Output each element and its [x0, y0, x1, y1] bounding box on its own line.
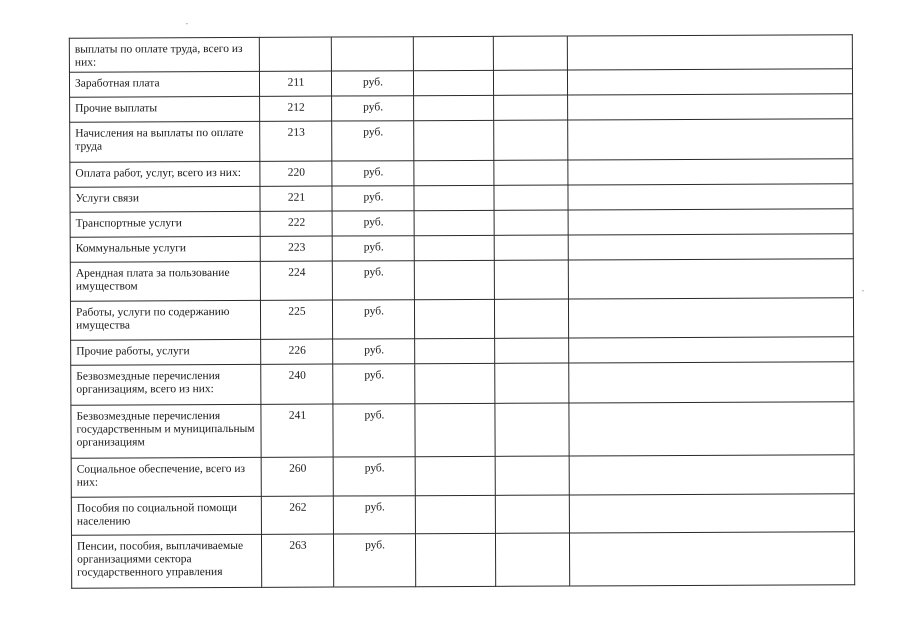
value-cell: [495, 403, 569, 456]
row-name: Прочие работы, услуги: [71, 339, 261, 365]
row-name: Коммунальные услуги: [70, 236, 260, 262]
table-row: [70, 259, 853, 301]
row-code: 226: [261, 339, 333, 364]
value-cell: [415, 338, 495, 363]
value-cell: [568, 94, 853, 120]
row-code: 211: [259, 71, 331, 96]
table-row: [70, 209, 853, 237]
value-cell: [414, 299, 494, 338]
row-code: 241: [261, 404, 333, 457]
row-name: Пенсии, пособия, выплачиваемые организациями сектора государственного управления: [71, 534, 261, 588]
value-cell: [569, 402, 854, 456]
value-cell: [414, 160, 494, 185]
row-name: Арендная плата за пользование имуществом: [70, 261, 260, 301]
table-row: [70, 159, 853, 187]
row-unit: руб.: [332, 186, 414, 211]
row-unit: руб.: [333, 457, 415, 496]
value-cell: [413, 70, 493, 95]
value-cell: [568, 298, 853, 338]
value-cell: [415, 456, 495, 495]
table-row: [71, 337, 854, 365]
row-code: 212: [260, 96, 332, 121]
row-name: Безвозмездные перечисления государственным и муниципальным организациям: [71, 404, 261, 458]
row-code: 225: [260, 300, 332, 339]
scan-speck: [186, 23, 188, 24]
row-unit: руб.: [333, 339, 415, 364]
row-name: Транспортные услуги: [70, 211, 260, 237]
scan-speck: [862, 290, 864, 291]
value-cell: [568, 209, 853, 235]
row-code: 221: [260, 186, 332, 211]
row-unit: руб.: [332, 236, 414, 261]
table-row: [71, 362, 854, 405]
value-cell: [569, 532, 854, 586]
value-cell: [568, 234, 853, 260]
row-code: 223: [260, 236, 332, 261]
row-unit: руб.: [332, 96, 414, 121]
row-unit: руб.: [332, 211, 414, 236]
row-name: Услуги связи: [70, 186, 260, 212]
value-cell: [568, 159, 853, 185]
value-cell: [494, 120, 568, 160]
row-unit: руб.: [331, 71, 413, 96]
row-unit: руб.: [332, 261, 414, 300]
value-cell: [567, 35, 852, 70]
row-name: Социальное обеспечение, всего из них:: [71, 457, 261, 497]
value-cell: [415, 495, 495, 533]
row-name: Работы, услуги по содержанию имущества: [70, 300, 260, 340]
row-code: 260: [261, 457, 333, 496]
value-cell: [568, 259, 853, 299]
budget-table: [69, 34, 855, 588]
value-cell: [414, 235, 494, 260]
value-cell: [494, 210, 568, 235]
row-name: Пособия по социальной помощи населению: [71, 496, 261, 535]
value-cell: [495, 495, 569, 533]
row-unit: [331, 37, 413, 71]
value-cell: [415, 533, 495, 586]
value-cell: [569, 455, 854, 495]
value-cell: [415, 363, 495, 403]
table-row: [69, 69, 852, 97]
row-code: 213: [260, 121, 332, 161]
table-row: [71, 532, 854, 588]
value-cell: [568, 119, 853, 160]
row-code: 224: [260, 261, 332, 300]
row-name: Заработная плата: [69, 71, 259, 97]
row-code: 220: [260, 161, 332, 186]
row-unit: руб.: [333, 496, 415, 534]
value-cell: [414, 185, 494, 210]
row-unit: руб.: [333, 364, 415, 404]
value-cell: [414, 210, 494, 235]
table-row: [70, 234, 853, 262]
value-cell: [494, 95, 568, 120]
row-name: Начисления на выплаты по оплате труда: [70, 121, 260, 162]
value-cell: [495, 456, 569, 495]
value-cell: [494, 299, 568, 338]
value-cell: [413, 36, 493, 70]
row-unit: руб.: [333, 534, 415, 587]
value-cell: [414, 95, 494, 120]
table-row: [71, 455, 854, 497]
value-cell: [494, 160, 568, 185]
row-code: 240: [261, 364, 333, 404]
value-cell: [493, 36, 567, 70]
table-row: [71, 494, 854, 535]
row-code: 262: [261, 496, 333, 534]
table-row: [70, 119, 853, 162]
row-unit: руб.: [333, 404, 415, 457]
value-cell: [567, 69, 852, 95]
row-code: [259, 37, 331, 71]
value-cell: [414, 260, 494, 299]
value-cell: [569, 494, 854, 533]
value-cell: [495, 338, 569, 363]
value-cell: [569, 362, 854, 403]
value-cell: [495, 533, 569, 586]
row-unit: руб.: [332, 121, 414, 161]
row-unit: руб.: [332, 161, 414, 186]
value-cell: [493, 70, 567, 95]
table-row: [69, 35, 852, 72]
value-cell: [415, 403, 495, 456]
row-name: Прочие выплаты: [70, 96, 260, 122]
value-cell: [414, 120, 494, 160]
value-cell: [568, 184, 853, 210]
value-cell: [494, 235, 568, 260]
row-name: Безвозмездные перечисления организациям, всего из них:: [71, 364, 261, 405]
value-cell: [494, 260, 568, 299]
table-row: [70, 94, 853, 122]
row-unit: руб.: [332, 300, 414, 339]
row-name: выплаты по оплате труда, всего из них:: [69, 37, 259, 72]
value-cell: [495, 363, 569, 403]
row-code: 263: [261, 534, 333, 587]
table-row: [70, 184, 853, 212]
row-code: 222: [260, 211, 332, 236]
table-row: [71, 402, 854, 458]
value-cell: [494, 185, 568, 210]
table-row: [70, 298, 853, 340]
value-cell: [569, 337, 854, 363]
row-name: Оплата работ, услуг, всего из них:: [70, 161, 260, 187]
